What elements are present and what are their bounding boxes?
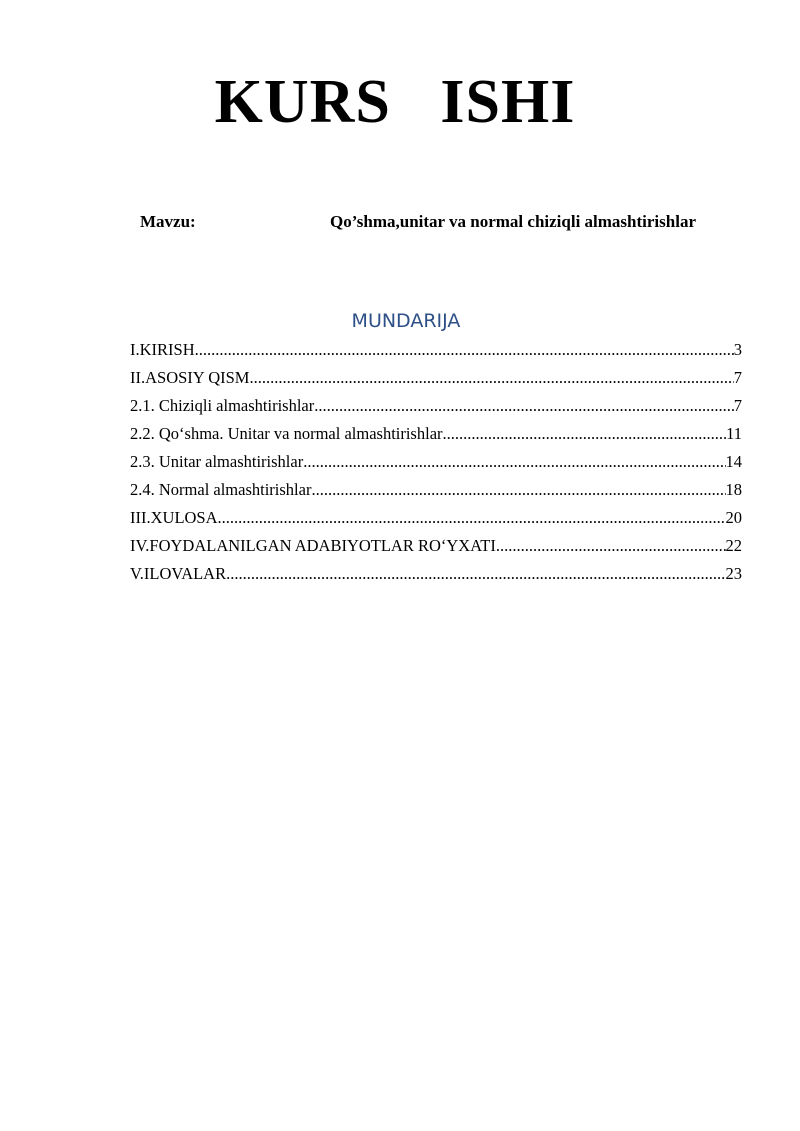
toc-entry-label: 2.4. Normal almashtirishlar xyxy=(130,480,312,499)
toc-list xyxy=(130,336,742,588)
toc-dot-leader xyxy=(311,476,725,504)
toc-dot-leader xyxy=(249,364,733,392)
toc-entry[interactable] xyxy=(130,560,742,588)
toc-entry-page: 14 xyxy=(725,452,742,471)
toc-entry[interactable] xyxy=(130,476,742,504)
toc-dot-leader xyxy=(226,560,725,588)
toc-entry[interactable] xyxy=(130,532,742,560)
toc-entry[interactable] xyxy=(130,504,742,532)
toc-entry-page: 7 xyxy=(733,396,742,415)
toc-entry-label: III.XULOSA xyxy=(130,508,218,527)
toc-entry-label: 2.3. Unitar almashtirishlar xyxy=(130,452,304,471)
toc-dot-leader xyxy=(314,392,734,420)
toc-entry-page: 11 xyxy=(726,424,742,443)
toc-entry-label: I.KIRISH xyxy=(130,340,195,359)
toc-entry-page: 22 xyxy=(725,536,742,555)
topic-value: Qo’shma,unitar va normal chiziqli almashtirishlar xyxy=(330,212,696,231)
toc-entry-label: V.ILOVALAR xyxy=(130,564,227,583)
toc-dot-leader xyxy=(195,336,734,364)
toc-entry-page: 3 xyxy=(733,340,742,359)
toc-entry-page: 20 xyxy=(725,508,742,527)
document-title: KURS ISHI xyxy=(214,68,576,136)
toc-entry[interactable] xyxy=(130,364,742,392)
toc-dot-leader xyxy=(443,420,727,448)
toc-entry[interactable] xyxy=(130,392,742,420)
toc-entry-label: II.ASOSIY QISM xyxy=(130,368,250,387)
toc-entry-page: 7 xyxy=(733,368,742,387)
toc-entry-label: 2.1. Chiziqli almashtirishlar xyxy=(130,396,315,415)
toc-entry-page: 18 xyxy=(725,480,742,499)
toc-entry[interactable] xyxy=(130,448,742,476)
toc-dot-leader xyxy=(303,448,725,476)
toc-entry-label: IV.FOYDALANILGAN ADABIYOTLAR RO‘YXATI xyxy=(130,536,496,555)
toc-entry-page: 23 xyxy=(725,564,742,583)
toc-dot-leader xyxy=(218,504,726,532)
toc-entry[interactable] xyxy=(130,336,742,364)
toc-dot-leader xyxy=(496,532,726,560)
toc-entry[interactable] xyxy=(130,420,742,448)
toc-heading: MUNDARIJA xyxy=(351,310,461,332)
topic-row xyxy=(140,210,750,234)
toc-entry-label: 2.2. Qo‘shma. Unitar va normal almashtirishlar xyxy=(130,424,443,443)
topic-label: Mavzu: xyxy=(140,212,196,231)
